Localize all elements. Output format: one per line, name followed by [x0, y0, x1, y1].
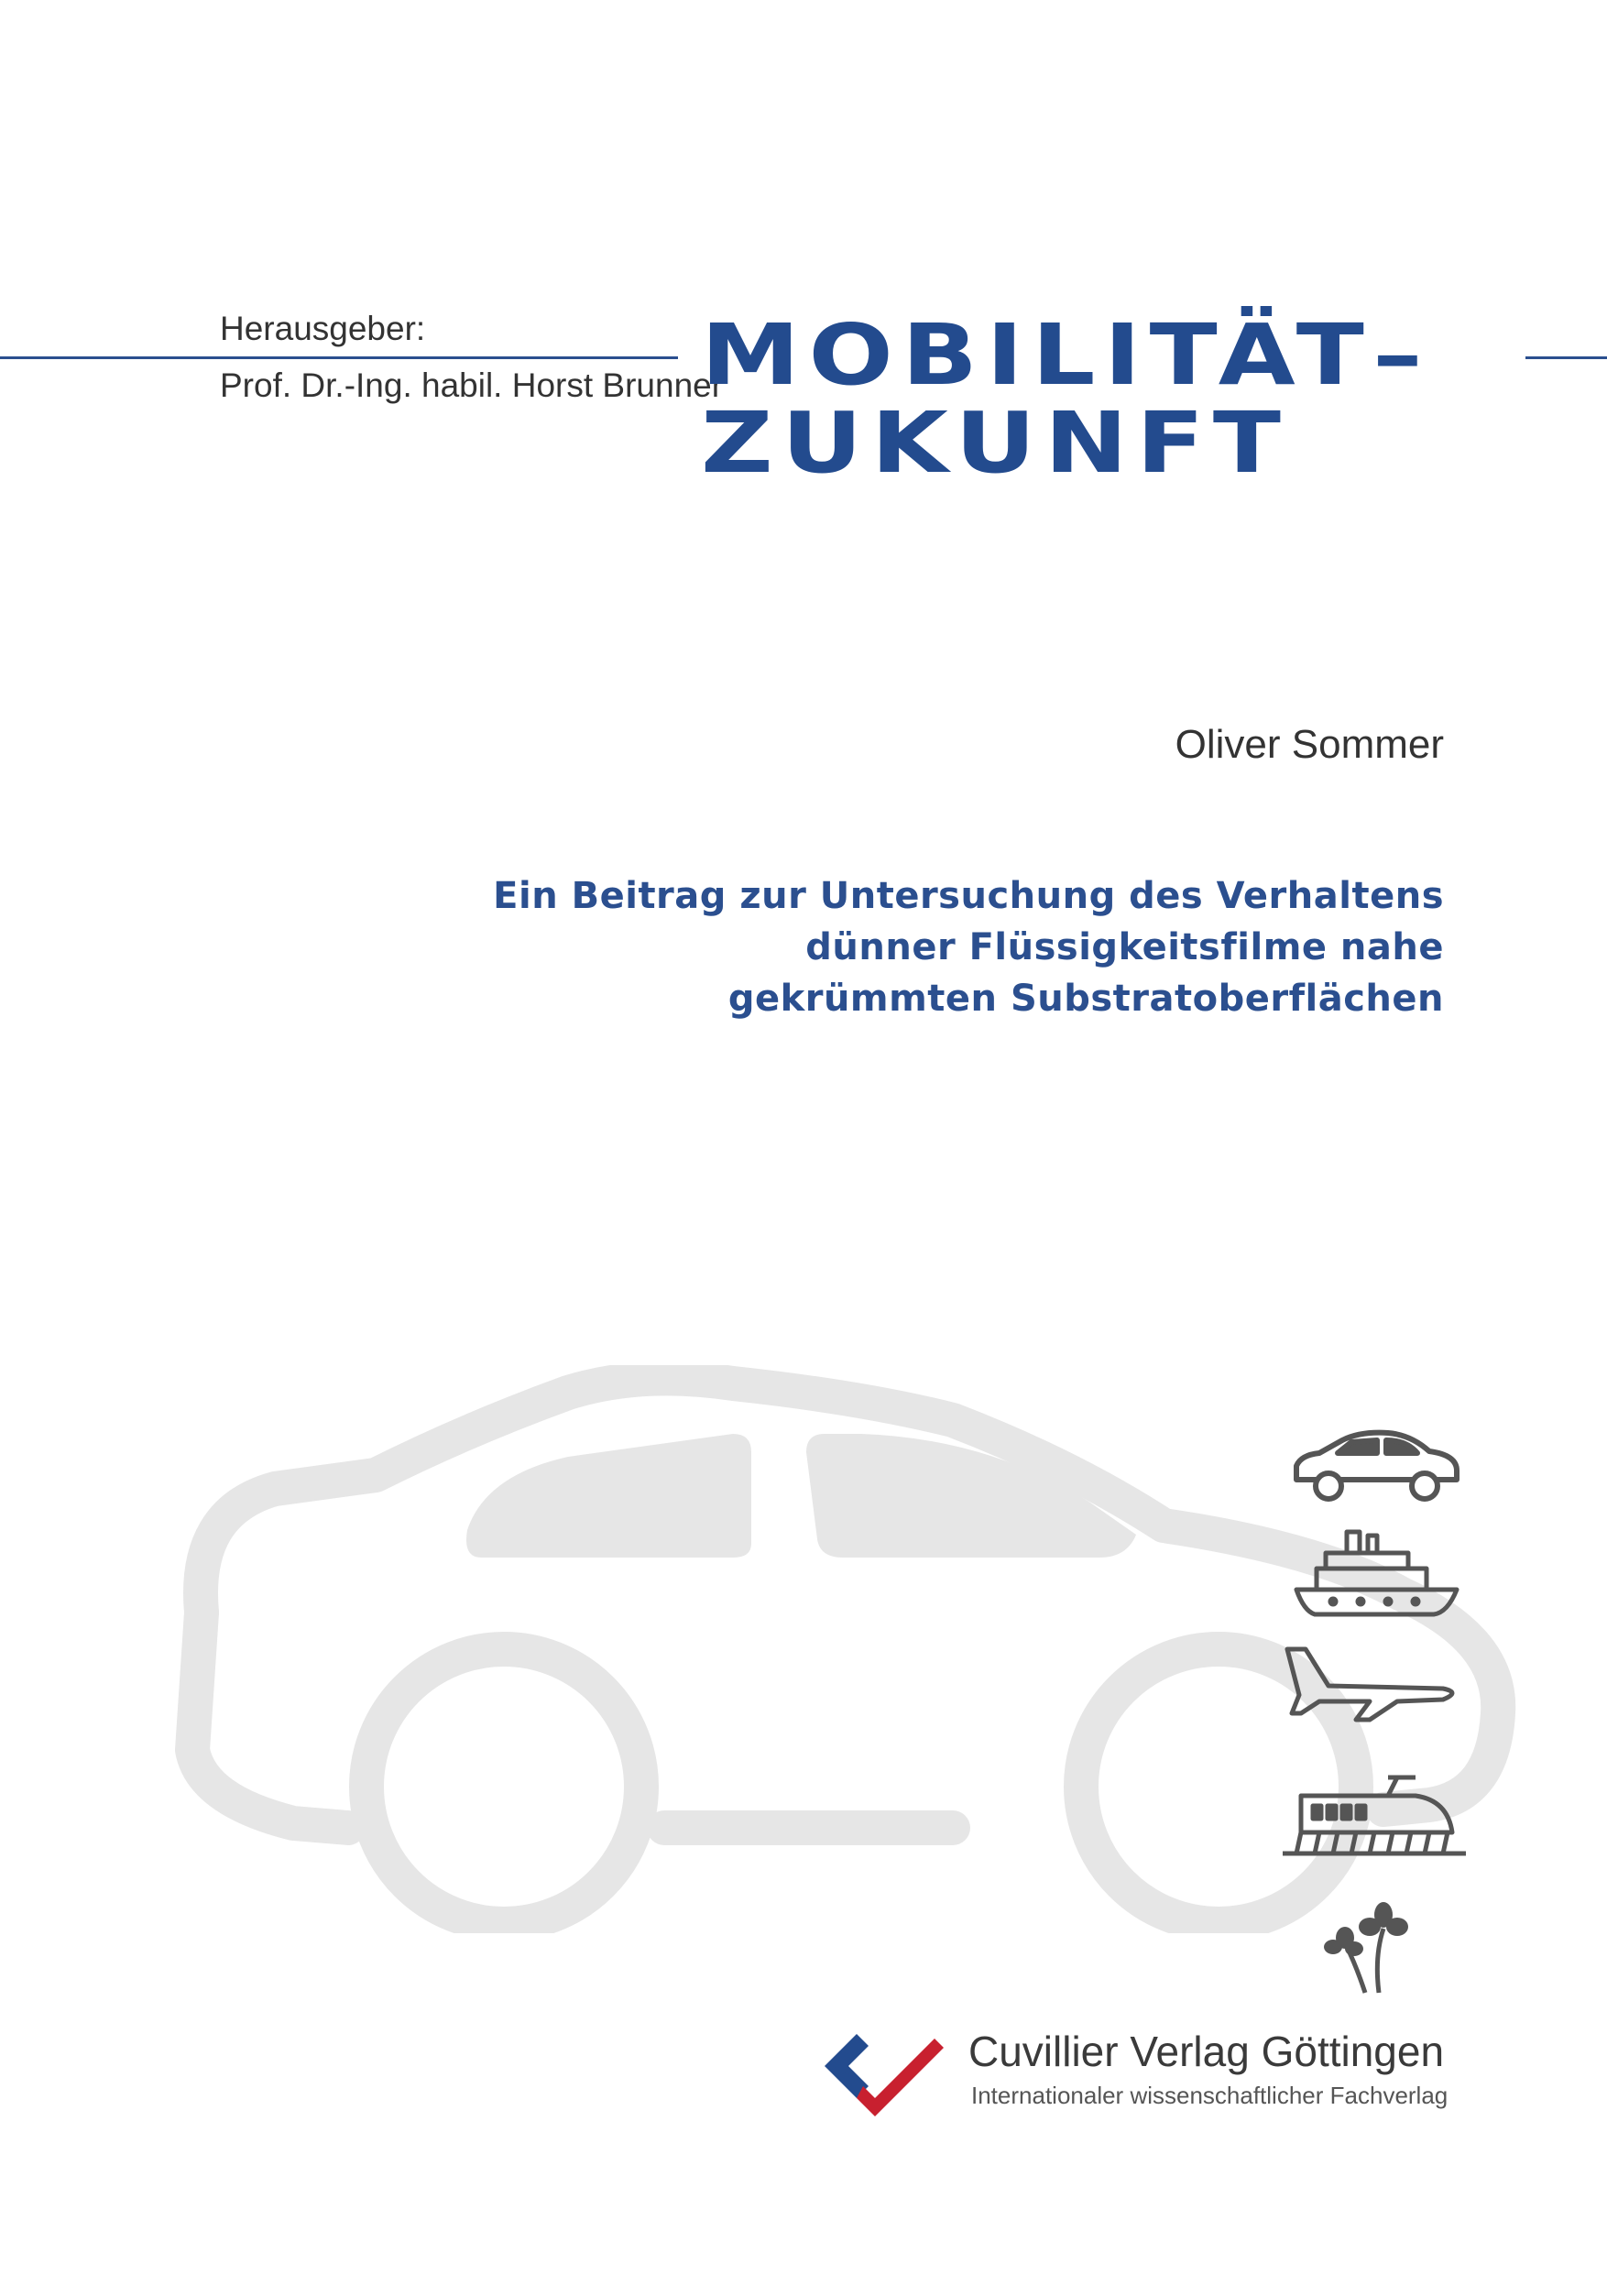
book-title-line-1: Ein Beitrag zur Untersuchung des Verhaltens [493, 875, 1444, 917]
publisher-name: Cuvillier Verlag Göttingen [968, 2028, 1445, 2075]
editor-name: Prof. Dr.-Ing. habil. Horst Brunner [220, 366, 724, 404]
header-rule-right [1525, 356, 1607, 359]
header-rule-left [0, 356, 678, 359]
book-title-line-3: gekrümmten Substratoberflächen [727, 978, 1444, 1020]
series-title [701, 306, 1431, 492]
book-title-line-2: dünner Flüssigkeitsfilme nahe [805, 926, 1444, 968]
train-icon [1283, 1777, 1466, 1853]
publisher-tagline: Internationaler wissenschaftlicher Fachverlag [971, 2082, 1448, 2109]
publisher-logo-icon [806, 2025, 953, 2126]
book-title [493, 870, 1444, 1024]
palm-tree-icon [1324, 1902, 1408, 1993]
car-icon [1296, 1433, 1457, 1499]
transport-icons [1278, 1429, 1489, 2002]
editor-label: Herausgeber: [220, 310, 426, 347]
author-name: Oliver Sommer [1175, 722, 1444, 767]
ship-icon [1296, 1532, 1457, 1614]
transport-icons-svg [1278, 1429, 1489, 1997]
series-title-line-1: MOBILITÄT– [701, 306, 1431, 404]
series-title-line-2: ZUKUNFT [701, 394, 1290, 492]
airplane-icon [1287, 1649, 1452, 1720]
